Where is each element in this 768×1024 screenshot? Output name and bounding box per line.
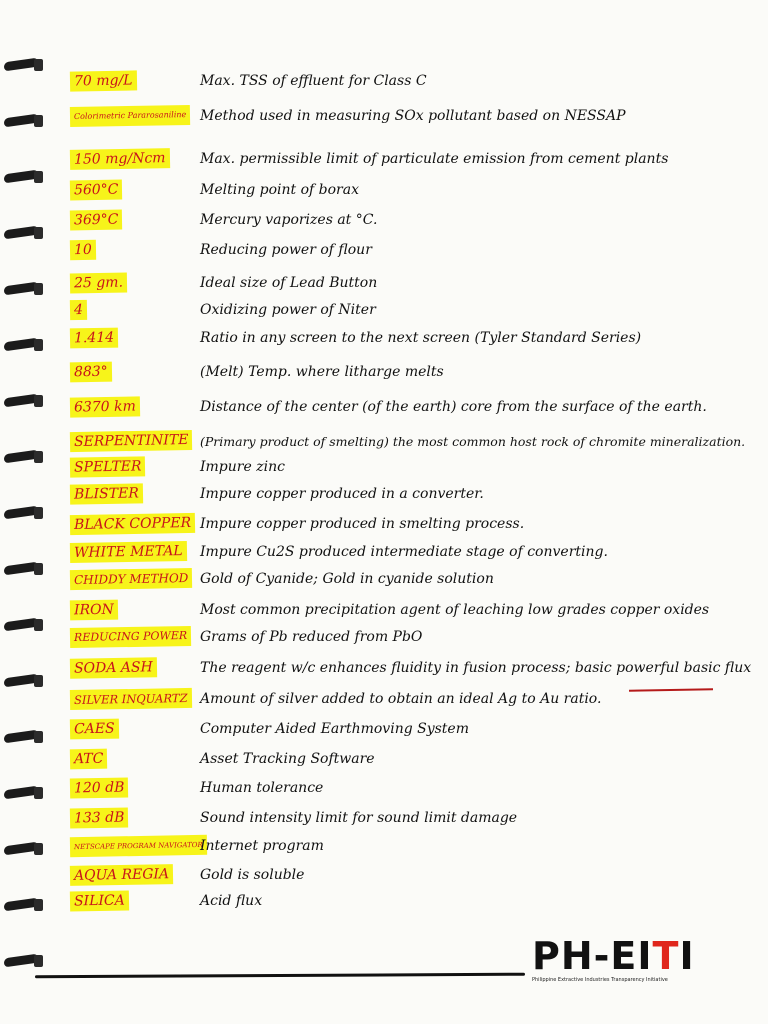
- term-definition: Most common precipitation agent of leaching low grades copper oxides: [200, 602, 710, 618]
- note-row: [0, 566, 768, 592]
- note-row: [0, 716, 768, 742]
- highlighted-term: 120 dB: [70, 775, 128, 801]
- highlighted-term: SERPENTINITE: [70, 428, 192, 454]
- note-row: [0, 68, 768, 94]
- note-row: [0, 511, 768, 537]
- term-definition: Distance of the center (of the earth) core from the surface of the earth.: [200, 399, 707, 415]
- highlighted-term: BLACK COPPER: [70, 511, 195, 537]
- bottom-rule: [35, 973, 525, 979]
- ring-wire: [4, 954, 38, 968]
- term-definition: Melting point of borax: [200, 182, 359, 198]
- note-row: [0, 207, 768, 233]
- highlighted-term: 560°C: [70, 177, 122, 203]
- note-row: [0, 297, 768, 323]
- note-row: [0, 103, 768, 129]
- term-definition: Ideal size of Lead Button: [200, 275, 378, 291]
- spiral-ring: [4, 951, 44, 973]
- highlighted-term: CAES: [70, 716, 119, 742]
- term-definition: Gold is soluble: [200, 867, 305, 883]
- highlighted-term: ATC: [70, 746, 107, 772]
- term-definition: Acid flux: [200, 893, 263, 909]
- term-definition: Impure zinc: [200, 459, 285, 475]
- term-definition: Internet program: [200, 838, 324, 854]
- highlighted-term: 6370 km: [70, 394, 140, 420]
- term-definition: Amount of silver added to obtain an ideal Ag to Au ratio.: [200, 691, 602, 707]
- note-row: [0, 597, 768, 623]
- note-row: [0, 481, 768, 507]
- term-definition: Reducing power of flour: [200, 242, 372, 258]
- term-definition: Impure copper produced in a converter.: [200, 486, 484, 502]
- note-row: [0, 394, 768, 420]
- note-row: [0, 539, 768, 565]
- term-definition: (Primary product of smelting) the most common host rock of chromite mineralization.: [200, 433, 746, 449]
- highlighted-term: 70 mg/L: [70, 68, 137, 94]
- highlighted-term: IRON: [70, 597, 118, 623]
- term-definition: Oxidizing power of Niter: [200, 302, 376, 318]
- note-row: [0, 325, 768, 351]
- highlighted-term: SILICA: [70, 888, 129, 914]
- term-definition: The reagent w/c enhances fluidity in fusion process; basic powerful basic flux: [200, 660, 752, 676]
- note-row: [0, 833, 768, 859]
- note-row: [0, 775, 768, 801]
- highlighted-term: 133 dB: [70, 805, 128, 831]
- highlighted-term: SPELTER: [70, 454, 145, 480]
- highlighted-term: CHIDDY METHOD: [70, 566, 192, 592]
- term-definition: Mercury vaporizes at °C.: [200, 212, 378, 228]
- note-row: [0, 624, 768, 650]
- note-row: [0, 805, 768, 831]
- term-definition: Computer Aided Earthmoving System: [200, 721, 469, 737]
- term-definition: Gold of Cyanide; Gold in cyanide solution: [200, 571, 494, 587]
- term-definition: Ratio in any screen to the next screen (Tyler Standard Series): [200, 330, 642, 346]
- highlighted-term: 10: [70, 237, 96, 263]
- highlighted-term: SILVER INQUARTZ: [70, 686, 192, 712]
- term-definition: Human tolerance: [200, 780, 324, 796]
- highlighted-term: AQUA REGIA: [70, 862, 173, 888]
- note-row: [0, 862, 768, 888]
- term-definition: Impure Cu2S produced intermediate stage of converting.: [200, 544, 608, 560]
- note-row: [0, 146, 768, 172]
- note-row: [0, 270, 768, 296]
- note-row: [0, 655, 768, 681]
- ph-eiti-logo: [532, 936, 722, 986]
- highlighted-term: BLISTER: [70, 481, 143, 507]
- highlighted-term: 4: [70, 297, 87, 323]
- highlighted-term: SODA ASH: [70, 655, 157, 681]
- logo-wordmark: PH-EI T I: [532, 934, 695, 978]
- note-row: [0, 888, 768, 914]
- note-row: [0, 237, 768, 263]
- term-definition: Method used in measuring SOx pollutant based on NESSAP: [200, 108, 626, 124]
- highlighted-term: 1.414: [70, 325, 118, 351]
- highlighted-term: 883°: [70, 359, 112, 385]
- highlighted-term: REDUCING POWER: [70, 624, 191, 650]
- highlighted-term: Colorimetric Pararosaniline: [70, 103, 190, 129]
- highlighted-term: NETSCAPE PROGRAM NAVIGATOR: [70, 833, 207, 859]
- note-row: [0, 177, 768, 203]
- note-row: [0, 454, 768, 480]
- note-row: [0, 746, 768, 772]
- ring-hole: [34, 955, 43, 967]
- highlighted-term: 369°C: [70, 207, 122, 233]
- term-definition: Impure copper produced in smelting process.: [200, 516, 525, 532]
- note-row: [0, 359, 768, 385]
- term-definition: Grams of Pb reduced from PbO: [200, 629, 423, 645]
- highlighted-term: 25 gm.: [70, 270, 127, 296]
- term-definition: Asset Tracking Software: [200, 751, 375, 767]
- highlighted-term: 150 mg/Ncm: [70, 146, 170, 172]
- term-definition: Max. TSS of effluent for Class C: [200, 73, 427, 89]
- term-definition: Max. permissible limit of particulate emission from cement plants: [200, 151, 669, 167]
- term-definition: Sound intensity limit for sound limit damage: [200, 810, 518, 826]
- logo-subtitle: Philippine Extractive Industries Transparency Initiative: [532, 977, 668, 983]
- highlighted-term: WHITE METAL: [70, 539, 187, 565]
- term-definition: (Melt) Temp. where litharge melts: [200, 364, 444, 380]
- note-row: [0, 428, 768, 454]
